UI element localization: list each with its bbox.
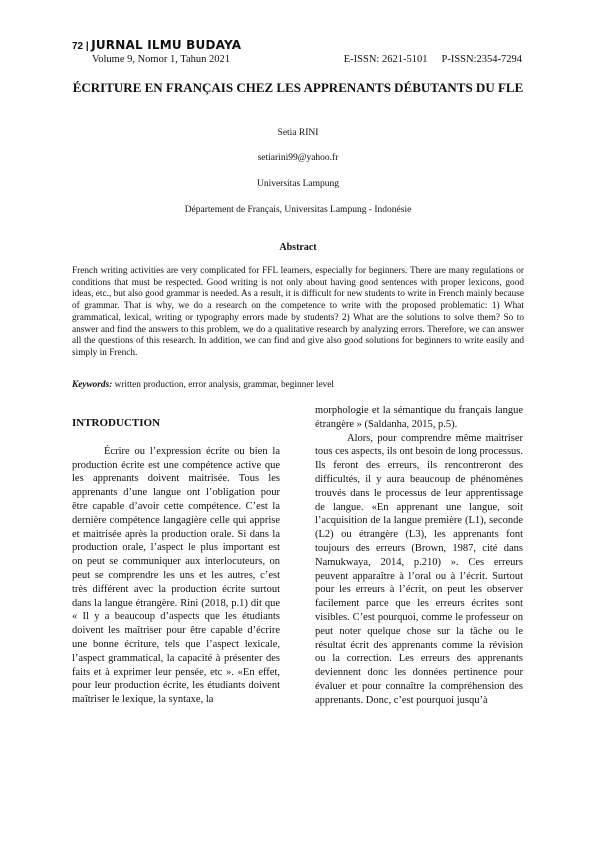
keywords-label: Keywords: [72,380,113,390]
left-column [72,417,280,707]
author-university: Universitas Lampung [256,179,340,189]
keywords [72,380,524,390]
body-paragraph: Écrire ou l’expression écrite ou bien la production écrite est une compétence active que les apprenants doivent maitrisée. Tous les apprenants d’une langue ont l’obligation pour être capable d’avoir cette compétence. C’est la dernière compétence langagière celle qui apprise et maitrisée après la production orale. Si dans la production orale, l’aspect le plus important est on peut se communiquer aux interlocuteurs, on peut se comprendre les uns et les autres, c’est très différent avec la production écrite surtout dans la langue étrangère. Rini (2018, p.1) dit que « Il y a beaucoup d’aspects que les étudiants doivent les maîtriser pour être capable d’écrire une bonne écriture, tels que l’aspect lexicale, l’aspect grammatical, la capacité à présenter des faits et à exprimer leur pensée, etc ». «En effet, pour leur production écrite, les étudiants doivent maîtriser le lexique, la syntaxe, la [72,445,280,706]
paragraph-continuation: morphologie et la sémantique du français langue étrangère » (Saldanha, 2015, p.5). [315,405,523,430]
abstract-heading: Abstract [279,242,317,253]
paper-title: ÉCRITURE EN FRANÇAIS CHEZ LES APPRENANTS DÉBUTANTS DU FLE [72,80,524,95]
volume-info: Volume 9, Nomor 1, Tahun 2021 [92,54,230,65]
author-name: Setia RINI [277,128,319,138]
page-number: 72 | [72,41,89,52]
journal-info [92,54,522,65]
journal-name: JURNAL ILMU BUDAYA [91,38,242,52]
section-heading: INTRODUCTION [72,417,161,429]
pissn: P-ISSN:2354-7294 [441,54,522,65]
author-email: setiarini99@yahoo.fr [257,153,339,163]
keywords-list: written production, error analysis, grammar, beginner level [114,380,334,390]
abstract-text: French writing activities are very complicated for FFL learners, especially for beginners. There are many regulations or conditions that must be respected. Good writing is not only about having good sentences with proper lexicons, good ideas, etc., but also good grammar is needed. As a result, it is difficult for new students to write in French mainly because of grammar. That is why, we do a research on the competence to write with the proposed problematic: 1) What grammatical, lexical, writing or typography errors made by students? 2) What are the solutions to solve them? So to answer and find the answers to this problem, we do a qualitative research by analyzing errors. Therefore, we can answer all the questions of this research. In addition, we can find and give also good solutions for beginners to write easily and simply in French. [72,266,524,358]
eissn: E-ISSN: 2621-5101 [343,54,428,65]
body-paragraph: Alors, pour comprendre même maitriser tous ces aspects, ils ont besoin de long processus. Ils feront des erreurs, ils rencontreront des difficultés, il y aura beaucoup de phénomènes trouvés dans le processus de leur apprentissage de langue. «En apprenant une langue, soit l’acquisition de la langue première (L1), seconde (L2) ou étrangère (L3), les apprenants font toujours des erreurs (Brown, 1987, cité dans Namukwaya, 2014, p.210) ». Ces erreurs peuvent apparaître à l’oral ou à l’écrit. Surtout pour les erreurs à l’écrit, on peut les observer facilement parce que les erreurs écrites sont visibles. C’est pourquoi, comme le professeur on peut noter quelque chose sur la tâche ou le résultat écrit des apprenants comme la révision ou la correction. Les erreurs des apprenants deviennent donc les données pertinence pour évaluer et pour connaître la compréhension des apprenants. Donc, c’est pourquoi jusqu’à [315,432,523,706]
issn-group [344,54,522,65]
right-column [315,404,523,708]
running-header [72,38,241,52]
author-department: Département de Français, Universitas Lampung - Indonésie [184,205,412,215]
